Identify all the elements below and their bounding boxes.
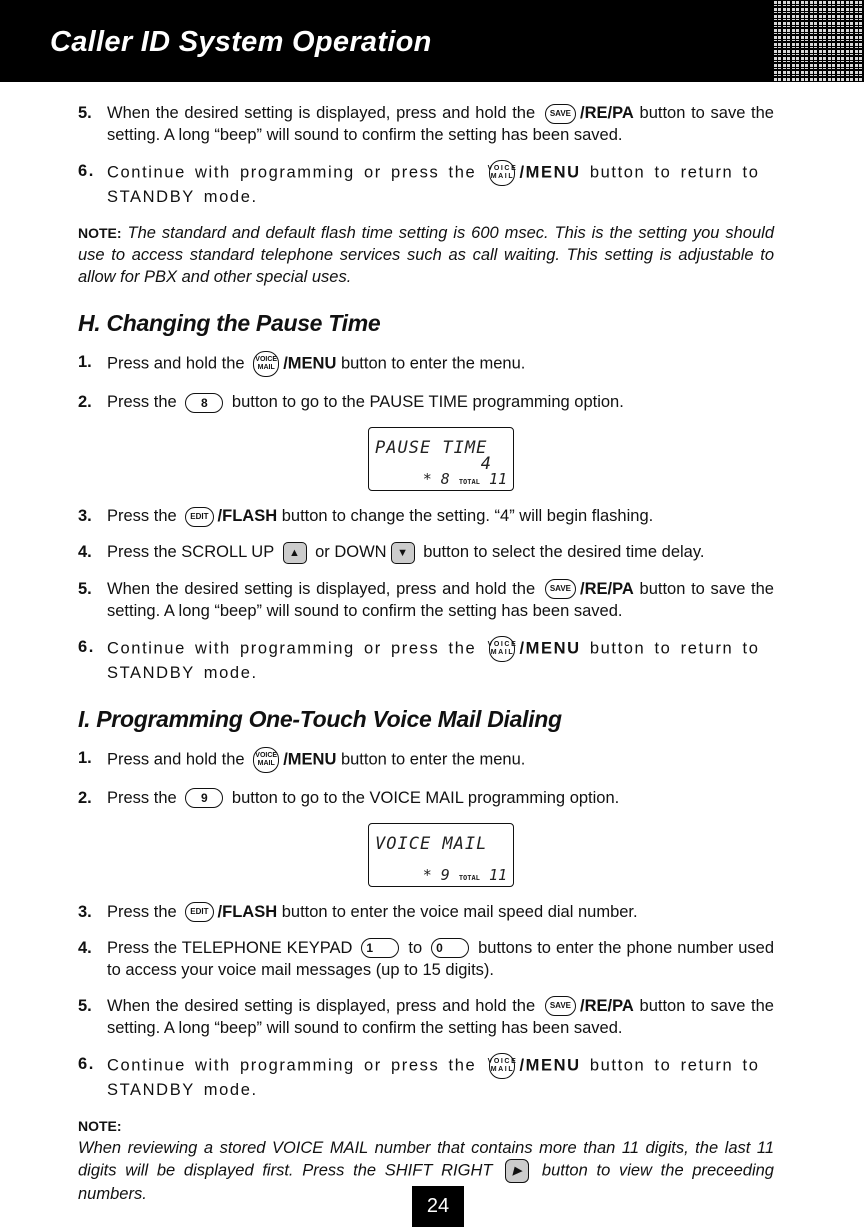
step-text: button to enter the voice mail speed dial number. bbox=[281, 902, 638, 921]
voice-mail-key-icon: VOICE MAIL bbox=[489, 1053, 515, 1079]
step-text: button to enter the menu. bbox=[340, 750, 526, 768]
step-text: Press the bbox=[107, 788, 177, 807]
key-label: /MENU bbox=[283, 354, 337, 373]
step-text: button to go to the PAUSE TIME programming option. bbox=[231, 393, 624, 411]
key-label: /RE/PA bbox=[580, 996, 634, 1015]
step-text: button to change the setting. “4” will begin flashing. bbox=[281, 507, 654, 525]
step-number: 6. bbox=[78, 637, 95, 656]
key-label: /MENU bbox=[519, 1056, 581, 1074]
step-number: 5. bbox=[78, 579, 92, 598]
lcd-value: 4 bbox=[480, 454, 491, 474]
voice-mail-key-icon: VOICE MAIL bbox=[253, 351, 279, 377]
voice-mail-key-icon: VOICE MAIL bbox=[489, 160, 515, 186]
voice-mail-key-icon: VOICE MAIL bbox=[489, 636, 515, 662]
shift-right-icon: ▶ bbox=[505, 1159, 529, 1183]
step-text: button to save the setting. A long “beep” will sound to confirm the setting has been saved. bbox=[107, 104, 774, 144]
step-2 bbox=[78, 787, 774, 809]
step-text: button to save the setting. A long “beep” will sound to confirm the setting has been saved. bbox=[107, 579, 774, 620]
step-5 bbox=[78, 995, 774, 1039]
lcd-counter: * 9 TOTAL 11 bbox=[422, 865, 507, 884]
step-number: 3. bbox=[78, 507, 92, 525]
step-number: 4. bbox=[78, 543, 92, 561]
step-text: Press the bbox=[107, 507, 177, 525]
step-text: button to return to STANDBY mode. bbox=[107, 639, 760, 682]
lcd-display bbox=[368, 427, 514, 491]
step-number: 5. bbox=[78, 104, 92, 122]
scroll-down-icon: ▼ bbox=[391, 542, 415, 564]
save-key-icon: SAVE bbox=[545, 579, 576, 599]
step-3 bbox=[78, 505, 774, 527]
key-label: /RE/PA bbox=[580, 579, 634, 598]
step-text: When the desired setting is displayed, press and hold the bbox=[107, 104, 536, 122]
section-i-heading: I. Programming One-Touch Voice Mail Dialing bbox=[78, 705, 562, 732]
step-text: button to save the setting. A long “beep” will sound to confirm the setting has been saved. bbox=[107, 996, 774, 1037]
scroll-up-icon: ▲ bbox=[283, 542, 307, 564]
save-key-icon: SAVE bbox=[545, 996, 576, 1016]
step-number: 5. bbox=[78, 996, 92, 1015]
lcd-line: PAUSE TIME bbox=[375, 438, 488, 458]
step-6 bbox=[78, 1053, 774, 1101]
step-text: When the desired setting is displayed, press and hold the bbox=[107, 579, 536, 598]
note-text: button to view the preceeding numbers. bbox=[78, 1161, 774, 1203]
step-number: 1. bbox=[78, 748, 92, 767]
step-text: Press and hold the bbox=[107, 750, 245, 768]
step-text: Press the bbox=[107, 902, 177, 921]
edit-key-icon: EDIT bbox=[185, 507, 213, 527]
note-label: NOTE: bbox=[78, 225, 122, 241]
step-1 bbox=[78, 747, 774, 773]
lcd-display bbox=[368, 823, 514, 887]
step-text: to bbox=[408, 938, 423, 957]
key-label: /MENU bbox=[519, 163, 581, 182]
step-6 bbox=[78, 636, 774, 684]
step-3 bbox=[78, 901, 774, 923]
step-text: Continue with programming or press the bbox=[107, 639, 477, 657]
section-h-heading: H. Changing the Pause Time bbox=[78, 310, 381, 336]
step-text: button to go to the VOICE MAIL programming option. bbox=[231, 788, 620, 807]
step-6 bbox=[78, 160, 774, 208]
key-8-icon: 8 bbox=[185, 393, 223, 413]
key-9-icon: 9 bbox=[185, 788, 223, 808]
key-0-icon: 0 bbox=[431, 938, 469, 958]
step-5 bbox=[78, 102, 774, 146]
step-text: Press the TELEPHONE KEYPAD bbox=[107, 938, 353, 957]
step-text: When the desired setting is displayed, press and hold the bbox=[107, 996, 536, 1015]
step-text: button to enter the menu. bbox=[340, 354, 526, 373]
step-number: 3. bbox=[78, 902, 92, 921]
step-text: Press and hold the bbox=[107, 354, 245, 373]
edit-key-icon: EDIT bbox=[185, 902, 213, 922]
key-label: /MENU bbox=[283, 750, 337, 768]
lcd-line: VOICE MAIL bbox=[375, 833, 488, 854]
step-text: Continue with programming or press the bbox=[107, 1056, 477, 1074]
step-number: 2. bbox=[78, 393, 92, 411]
step-5 bbox=[78, 578, 774, 622]
step-4 bbox=[78, 541, 774, 564]
page-header bbox=[0, 0, 864, 82]
note-text: The standard and default flash time setting is 600 msec. This is the setting you should use to access standard telephone services such as call waiting. This setting is adjustable to allow for PBX and other special uses. bbox=[78, 224, 774, 286]
key-label: /MENU bbox=[519, 639, 581, 657]
step-text: or DOWN bbox=[315, 543, 387, 561]
step-2 bbox=[78, 391, 774, 413]
step-number: 6. bbox=[78, 1054, 95, 1073]
step-text: button to return to STANDBY mode. bbox=[107, 163, 760, 206]
step-number: 4. bbox=[78, 938, 92, 957]
step-text: Press the bbox=[107, 393, 177, 411]
key-1-icon: 1 bbox=[361, 938, 399, 958]
step-text: button to return to STANDBY mode. bbox=[107, 1056, 760, 1099]
page-content bbox=[78, 102, 774, 1227]
key-label: /FLASH bbox=[217, 902, 278, 921]
step-number: 6. bbox=[78, 162, 95, 180]
lcd-counter: * 8 TOTAL 11 bbox=[422, 470, 507, 488]
key-label: /RE/PA bbox=[580, 104, 634, 122]
step-text: Press the SCROLL UP bbox=[107, 543, 274, 561]
page-number: 24 bbox=[412, 1186, 464, 1227]
note bbox=[78, 222, 774, 288]
voice-mail-key-icon: VOICE MAIL bbox=[253, 747, 279, 773]
step-4 bbox=[78, 937, 774, 981]
step-text: buttons to enter the phone number used to access your voice mail messages (up to 15 digits). bbox=[107, 938, 774, 979]
noise-pattern bbox=[772, 0, 864, 82]
note-text: When reviewing a stored VOICE MAIL number that contains more than 11 digits, the last 11 digits will be displayed first. Press the SHIFT RIGHT bbox=[78, 1138, 774, 1179]
step-1 bbox=[78, 351, 774, 377]
step-number: 1. bbox=[78, 353, 92, 371]
key-label: /FLASH bbox=[217, 507, 278, 525]
step-number: 2. bbox=[78, 788, 92, 807]
page-title: Caller ID System Operation bbox=[50, 26, 432, 58]
save-key-icon: SAVE bbox=[545, 104, 576, 124]
note-label: NOTE: bbox=[78, 1117, 122, 1134]
step-text: Continue with programming or press the bbox=[107, 163, 477, 182]
step-text: button to select the desired time delay. bbox=[423, 543, 705, 561]
